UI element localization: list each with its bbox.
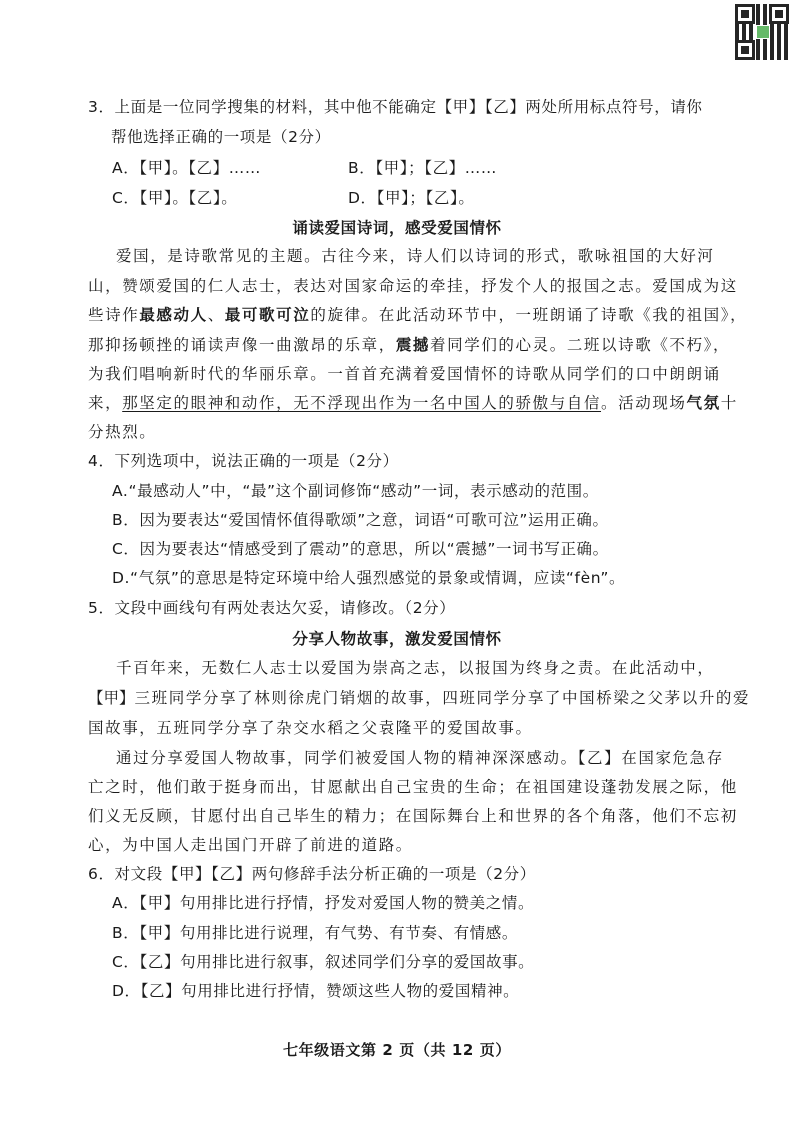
section1-line2: 山，赞颂爱国的仁人志士，表达对国家命运的牵挂，抒发个人的报国之志。爱国成为这	[88, 277, 738, 295]
q3-option-c: C．【甲】。【乙】。	[112, 189, 238, 207]
section1-line6	[88, 391, 788, 413]
q3-stem-line1: 3．上面是一位同学搜集的材料，其中他不能确定【甲】【乙】两处所用标点符号，请你	[88, 98, 703, 116]
section1-heading: 诵读爱国诗词，感受爱国情怀	[292, 219, 502, 237]
q6-option-c: C．【乙】句用排比进行叙事，叙述同学们分享的爱国故事。	[112, 953, 535, 971]
q4-stem: 4．下列选项中，说法正确的一项是（2分）	[88, 452, 399, 470]
section2-line6: 们义无反顾，甘愿付出自己毕生的精力；在国际舞台上和世界的各个角落，他们不忘初	[88, 807, 738, 825]
section1-line3-text-c: 、	[207, 306, 225, 324]
section1-bold-phrase-2: 最可歌可泣	[224, 305, 311, 324]
section2-line2	[88, 686, 788, 708]
section1-line4	[88, 333, 788, 355]
q6-option-d: D．【乙】句用排比进行抒情，赞颂这些人物的爱国精神。	[112, 982, 520, 1000]
section1-line6-text-e: 十	[720, 394, 738, 412]
page-footer: 七年级语文第 2 页（共 12 页）	[282, 1041, 511, 1059]
section1-line6-text-c: 。活动现场	[601, 394, 687, 412]
section2-line7: 心，为中国人走出国门开辟了前进的道路。	[88, 836, 413, 854]
section1-line3	[88, 303, 788, 325]
section1-line6-text-a: 来，	[88, 394, 123, 412]
q6-option-a: A．【甲】句用排比进行抒情，抒发对爱国人物的赞美之情。	[112, 894, 535, 912]
q6-option-b: B．【甲】句用排比进行说理，有气势、有节奏、有情感。	[112, 924, 518, 942]
q3-option-b: B．【甲】；【乙】……	[348, 159, 497, 177]
qr-code-icon	[735, 4, 789, 60]
section2-line2-text: 三班同学分享了林则徐虎门销烟的故事，四班同学分享了中国桥梁之父茅以升的爱	[134, 689, 751, 707]
section1-line3-text-a: 些诗作	[88, 306, 140, 324]
section2-marker-jia: 【甲】	[88, 689, 135, 707]
section1-line1: 爱国，是诗歌常见的主题。古往今来，诗人们以诗词的形式，歌咏祖国的大好河	[116, 247, 715, 265]
section1-bold-phrase-1: 最感动人	[139, 305, 208, 324]
q6-stem: 6．对文段【甲】【乙】两句修辞手法分析正确的一项是（2分）	[88, 865, 536, 883]
q5-stem: 5．文段中画线句有两处表达欠妥，请修改。（2分）	[88, 599, 456, 617]
section2-heading: 分享人物故事，激发爱国情怀	[292, 630, 502, 648]
q3-option-a: A．【甲】。【乙】……	[112, 159, 261, 177]
section2-line5: 亡之时，他们敢于挺身而出，甘愿献出自己宝贵的生命；在祖国建设蓬勃发展之际，他	[88, 778, 738, 796]
qr-logo-mark	[756, 25, 770, 39]
section1-bold-word-zhenhan: 震撼	[395, 335, 431, 354]
section1-underlined-sentence: 那坚定的眼神和动作，无不浮现出作为一名中国人的骄傲与自信	[122, 394, 602, 412]
q3-option-d: D．【甲】；【乙】。	[348, 189, 475, 207]
section2-line1: 千百年来，无数仁人志士以爱国为崇高之志，以报国为终身之责。在此活动中，	[116, 659, 715, 677]
section1-line4-text-a: 那抑扬顿挫的诵读声像一曲激昂的乐章，	[88, 336, 396, 354]
section1-bold-word-qifen: 气氛	[686, 393, 721, 412]
section2-line4: 通过分享爱国人物故事，同学们被爱国人物的精神深深感动。【乙】在国家危急存	[116, 749, 724, 767]
qr-finder-mark	[769, 4, 789, 24]
section1-line7: 分热烈。	[88, 423, 157, 441]
section2-line3: 国故事，五班同学分享了杂交水稻之父袁隆平的爱国故事。	[88, 719, 533, 737]
section1-line4-text-c: 着同学们的心灵。二班以诗歌《不朽》，	[430, 336, 731, 354]
section1-line5: 为我们唱响新时代的华丽乐章。一首首充满着爱国情怀的诗歌从同学们的口中朗朗诵	[88, 365, 721, 383]
q3-stem-line2: 帮他选择正确的一项是（2分）	[111, 128, 331, 146]
q4-option-c: C．因为要表达“情感受到了震动”的意思，所以“震撼”一词书写正确。	[112, 540, 609, 558]
q4-option-a: A.“最感动人”中，“最”这个副词修饰“感动”一词，表示感动的范围。	[112, 482, 599, 500]
q4-option-d: D.“气氛”的意思是特定环境中给人强烈感觉的景象或情调，应读“fèn”。	[112, 569, 626, 587]
q4-option-b: B．因为要表达“爱国情怀值得歌颂”之意，词语“可歌可泣”运用正确。	[112, 511, 609, 529]
section1-line3-text-e: 的旋律。在此活动环节中，一班朗诵了诗歌《我的祖国》，	[310, 306, 748, 324]
